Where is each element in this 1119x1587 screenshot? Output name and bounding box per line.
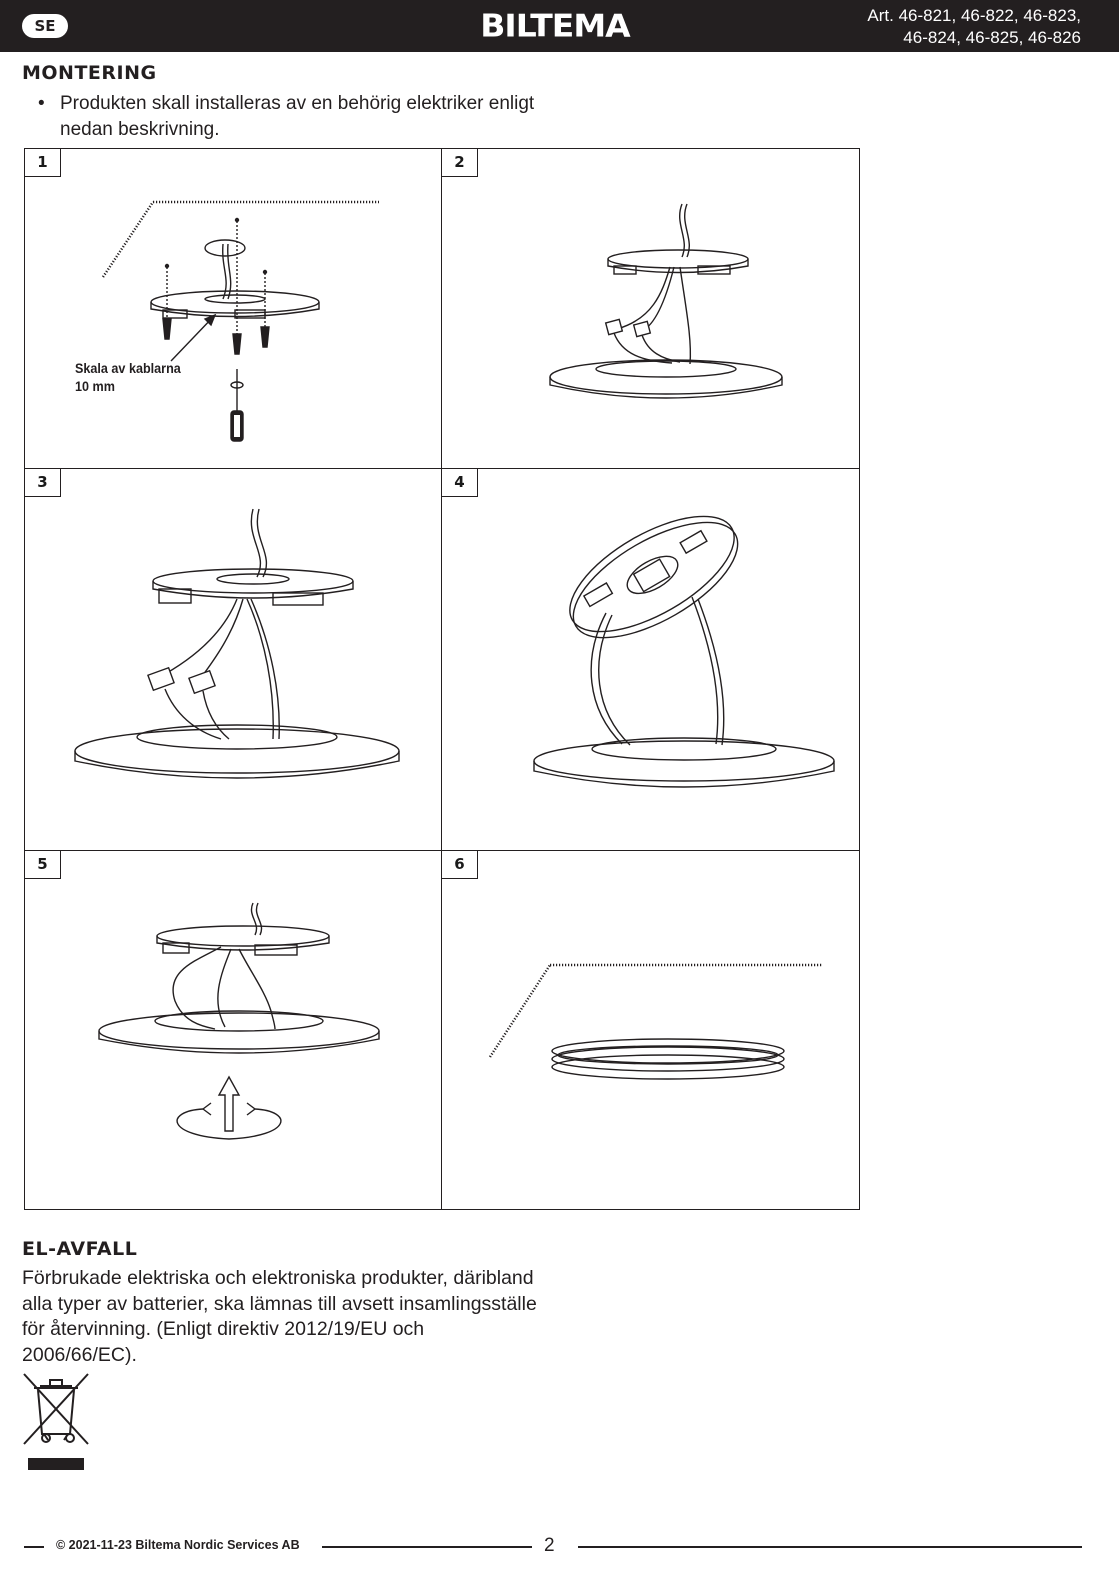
mounting-heading: MONTERING: [22, 62, 157, 84]
language-badge: SE: [22, 14, 68, 38]
step-6-illustration: [442, 851, 858, 1207]
footer-rule-left: [24, 1546, 44, 1548]
step-number: 3: [25, 469, 61, 497]
step-1-callout: [75, 359, 181, 395]
step-5-panel: [25, 851, 442, 1209]
step-1-panel: [25, 149, 442, 469]
step-5-illustration: [25, 851, 441, 1207]
installation-steps-grid: [24, 148, 860, 1210]
step-3-illustration: [25, 469, 441, 849]
callout-line2: 10 mm: [75, 378, 115, 394]
weee-crossed-bin-icon: [20, 1370, 92, 1474]
step-number: 2: [442, 149, 478, 177]
step-2-panel: [442, 149, 859, 469]
step-number: 6: [442, 851, 478, 879]
bullet-point: •: [38, 93, 45, 114]
step-number: 4: [442, 469, 478, 497]
article-numbers-line1: Art. 46-821, 46-822, 46-823,: [867, 6, 1081, 25]
waste-text: Förbrukade elektriska och elektroniska produkter, däribland alla typer av batterier, ska lämnas till avsett insamlingsställe för återvinning. (Enligt direktiv 2012/19/EU och 2006/66/EC).: [22, 1267, 537, 1366]
page-number: 2: [544, 1535, 555, 1556]
article-numbers: [781, 5, 1081, 49]
page-header: [0, 0, 1119, 52]
step-4-illustration: [442, 469, 858, 849]
footer-rule-middle: [322, 1546, 532, 1548]
step-6-panel: [442, 851, 859, 1209]
footer-copyright: © 2021-11-23 Biltema Nordic Services AB: [56, 1538, 300, 1552]
mounting-instruction: [38, 91, 578, 143]
waste-heading: EL-AVFALL: [22, 1238, 138, 1260]
brand-logo: BILTEMA: [480, 6, 630, 45]
step-1-illustration: [25, 149, 441, 467]
step-2-illustration: [442, 149, 858, 467]
step-4-panel: [442, 469, 859, 851]
footer-rule-right: [578, 1546, 1082, 1548]
step-number: 1: [25, 149, 61, 177]
mounting-instruction-text: Produkten skall installeras av en behörig elektriker enligt nedan beskrivning.: [60, 93, 535, 140]
article-numbers-line2: 46-824, 46-825, 46-826: [903, 28, 1081, 47]
callout-line1: Skala av kablarna: [75, 360, 181, 376]
step-3-panel: [25, 469, 442, 851]
step-number: 5: [25, 851, 61, 879]
